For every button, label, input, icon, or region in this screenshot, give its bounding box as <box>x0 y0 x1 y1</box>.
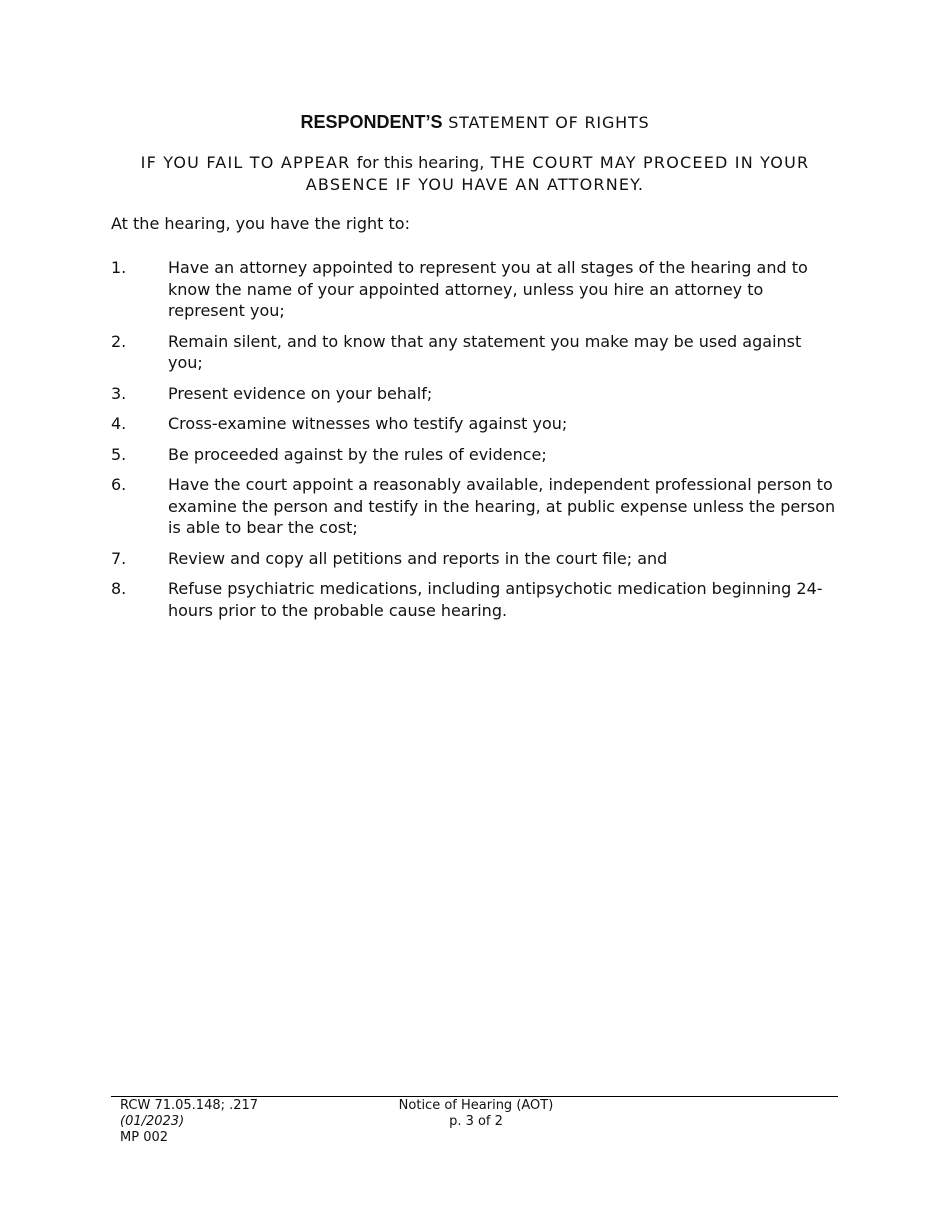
footer-form-title: Notice of Hearing (AOT) <box>398 1098 554 1113</box>
footer-center <box>376 1098 576 1130</box>
list-item <box>111 444 841 466</box>
warning-part-3: THE COURT MAY PROCEED IN YOUR ABSENCE IF YOU HAVE AN ATTORNEY. <box>305 153 810 194</box>
item-number: 7. <box>111 548 127 568</box>
item-number: 4. <box>111 414 127 433</box>
list-item <box>111 578 841 621</box>
item-text: Refuse psychiatric medications, including antipsychotic medication beginning 24-hours prior to the probable cause hearing. <box>168 579 823 620</box>
footer-left <box>120 1098 258 1146</box>
item-number: 2. <box>111 331 127 351</box>
item-text: Review and copy all petitions and reports in the court file; and <box>168 548 668 568</box>
list-item <box>111 331 841 374</box>
item-number: 1. <box>111 258 127 277</box>
item-text: Cross-examine witnesses who testify against you; <box>168 414 568 433</box>
footer-divider <box>111 1096 838 1097</box>
warning-part-2: for this hearing, <box>356 153 485 172</box>
footer-form-number: MP 002 <box>120 1130 169 1145</box>
item-text: Have the court appoint a reasonably available, independent professional person to examine the person and testify in the hearing, at public expense unless the person is able to bear the cost; <box>168 475 836 537</box>
item-number: 3. <box>111 383 127 403</box>
list-item <box>111 383 841 405</box>
appearance-warning <box>110 152 840 196</box>
footer-page-number: p. 3 of 2 <box>449 1114 503 1129</box>
item-number: 6. <box>111 475 127 494</box>
item-text: Present evidence on your behalf; <box>168 383 433 403</box>
page-title <box>0 112 950 133</box>
item-text: Have an attorney appointed to represent you at all stages of the hearing and to know the name of your appointed attorney, unless you hire an attorney to represent you; <box>168 258 808 320</box>
item-number: 8. <box>111 579 127 598</box>
warning-part-1: IF YOU FAIL TO APPEAR <box>140 153 351 172</box>
footer-statute: RCW 71.05.148; .217 <box>120 1098 259 1113</box>
item-number: 5. <box>111 444 127 464</box>
rights-intro: At the hearing, you have the right to: <box>111 214 410 233</box>
title-bold: RESPONDENT’S <box>300 112 443 132</box>
list-item <box>111 413 841 435</box>
list-item <box>111 548 841 570</box>
list-item <box>111 257 841 322</box>
title-rest: STATEMENT OF RIGHTS <box>448 113 650 132</box>
footer-revision: (01/2023) <box>120 1114 185 1129</box>
list-item <box>111 474 841 539</box>
item-text: Be proceeded against by the rules of evidence; <box>168 444 547 464</box>
rights-list <box>111 257 841 630</box>
item-text: Remain silent, and to know that any statement you make may be used against you; <box>168 331 802 372</box>
